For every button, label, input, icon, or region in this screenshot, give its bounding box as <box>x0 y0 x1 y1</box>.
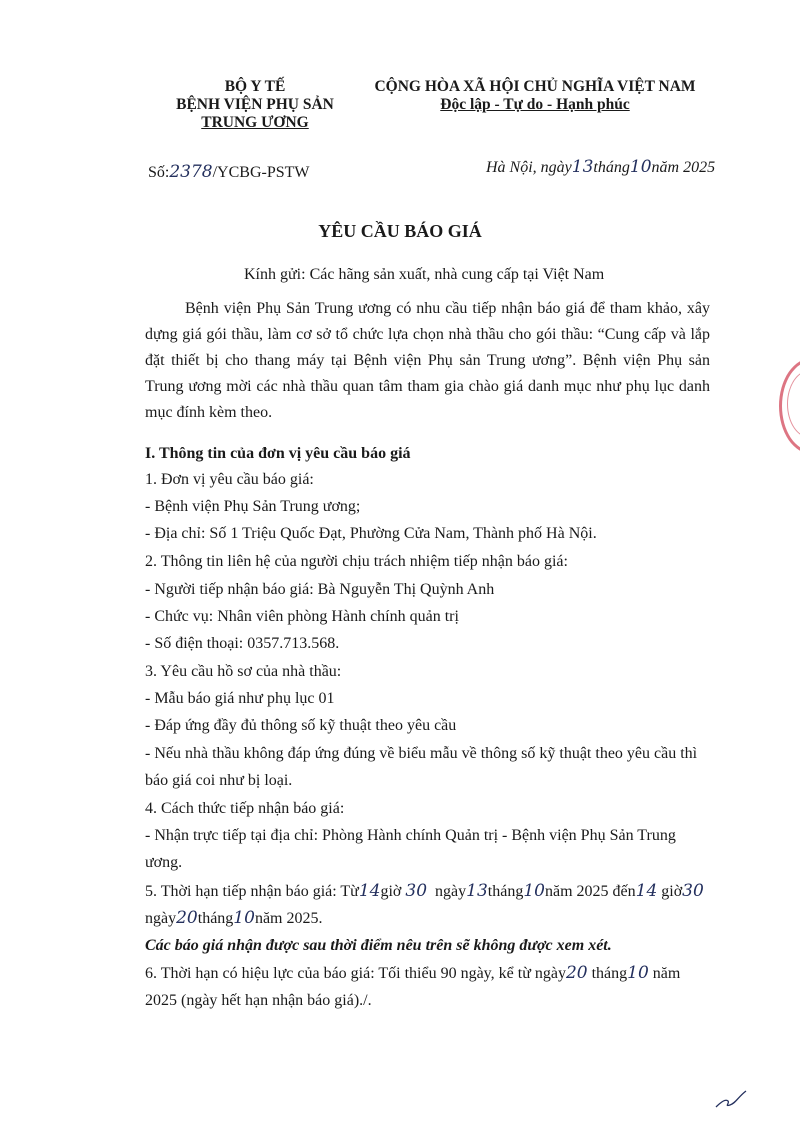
issuer-block <box>150 78 360 132</box>
national-header <box>355 78 715 114</box>
list-item: - Nếu nhà thầu không đáp ứng đúng về biểu mẫu về thông số kỹ thuật theo yêu cầu thì <box>145 745 698 762</box>
handwritten-minute-end: 30 <box>682 881 704 901</box>
motto-text: Độc lập - Tự do - Hạnh phúc <box>440 96 630 113</box>
list-item: 2. Thông tin liên hệ của người chịu trách nhiệm tiếp nhận báo giá: <box>145 553 568 570</box>
late-submission-note: Các báo giá nhận được sau thời điểm nêu trên sẽ không được xem xét. <box>145 937 612 954</box>
section-1-title: I. Thông tin của đơn vị yêu cầu báo giá <box>145 445 411 462</box>
issue-date: Hà Nội, ngày13tháng10năm 2025 <box>486 157 716 177</box>
handwritten-day: 13 <box>571 157 594 177</box>
list-item: 4. Cách thức tiếp nhận báo giá: <box>145 800 345 817</box>
hospital-name-line1: BỆNH VIỆN PHỤ SẢN <box>176 96 334 113</box>
document-title: YÊU CẦU BÁO GIÁ <box>318 221 482 241</box>
list-item: - Đáp ứng đầy đủ thông số kỹ thuật theo yêu cầu <box>145 717 457 734</box>
deadline-line-2: ngày20tháng10năm 2025. <box>145 908 323 928</box>
list-item: - Người tiếp nhận báo giá: Bà Nguyễn Thị Quỳnh Anh <box>145 581 495 598</box>
initials-mark <box>712 1085 752 1113</box>
handwritten-day-start: 13 <box>466 881 488 901</box>
list-item: 1. Đơn vị yêu cầu báo giá: <box>145 471 314 488</box>
recipient-line: Kính gửi: Các hãng sản xuất, nhà cung cấp tại Việt Nam <box>244 266 605 283</box>
handwritten-month-end: 10 <box>233 908 255 928</box>
handwritten-month: 10 <box>629 157 652 177</box>
list-item: - Địa chỉ: Số 1 Triệu Quốc Đạt, Phường Cửa Nam, Thành phố Hà Nội. <box>145 525 597 542</box>
handwritten-ref-number: 2378 <box>169 162 213 182</box>
list-item: - Bệnh viện Phụ Sản Trung ương; <box>145 498 361 515</box>
deadline-line: 5. Thời hạn tiếp nhận báo giá: Từ14giờ 30 ngày13tháng10năm 2025 đến14 giờ30 <box>145 881 704 901</box>
list-item: 3. Yêu cầu hồ sơ của nhà thầu: <box>145 663 342 680</box>
hospital-name-line2 <box>150 114 360 132</box>
handwritten-hour-end: 14 <box>635 881 658 901</box>
list-item: - Mẫu báo giá như phụ lục 01 <box>145 690 335 707</box>
validity-line-2: 2025 (ngày hết hạn nhận báo giá)./. <box>145 992 372 1009</box>
intro-paragraph: Bệnh viện Phụ Sản Trung ương có nhu cầu tiếp nhận báo giá để tham khảo, xây dựng giá gói thầu, làm cơ sở tổ chức lựa chọn nhà thầu cho gói thầu: “Cung cấp và lắp đặt thiết bị cho thang máy tại Bệnh viện Phụ sản Trung ương”. Bệnh viện Phụ sản Trung ương mời các nhà thầu quan tâm tham gia chào giá danh mục như phụ lục danh mục đính kèm theo. <box>145 300 710 421</box>
handwritten-validity-day: 20 <box>565 963 588 983</box>
handwritten-day-end: 20 <box>176 908 198 928</box>
reference-number: Số:2378/YCBG-PSTW <box>148 162 310 182</box>
handwritten-minute-start: 30 <box>405 881 428 901</box>
country-name: CỘNG HÒA XÃ HỘI CHỦ NGHĨA VIỆT NAM <box>374 78 696 95</box>
handwritten-month-start: 10 <box>523 881 545 901</box>
list-item: ương. <box>145 854 183 871</box>
ministry-name: BỘ Y TẾ <box>224 78 286 95</box>
validity-line: 6. Thời hạn có hiệu lực của báo giá: Tối thiểu 90 ngày, kể từ ngày20 tháng10 năm <box>145 963 681 983</box>
list-item: - Chức vụ: Nhân viên phòng Hành chính quản trị <box>145 608 459 625</box>
motto <box>355 96 715 114</box>
handwritten-hour-start: 14 <box>358 881 381 901</box>
list-item: - Số điện thoại: 0357.713.568. <box>145 635 340 652</box>
list-item: - Nhận trực tiếp tại địa chỉ: Phòng Hành chính Quản trị - Bệnh viện Phụ Sản Trung <box>145 827 676 844</box>
handwritten-validity-month: 10 <box>627 963 649 983</box>
list-item: báo giá coi như bị loại. <box>145 772 293 789</box>
hospital-name-line2-text: TRUNG ƯƠNG <box>201 114 309 131</box>
